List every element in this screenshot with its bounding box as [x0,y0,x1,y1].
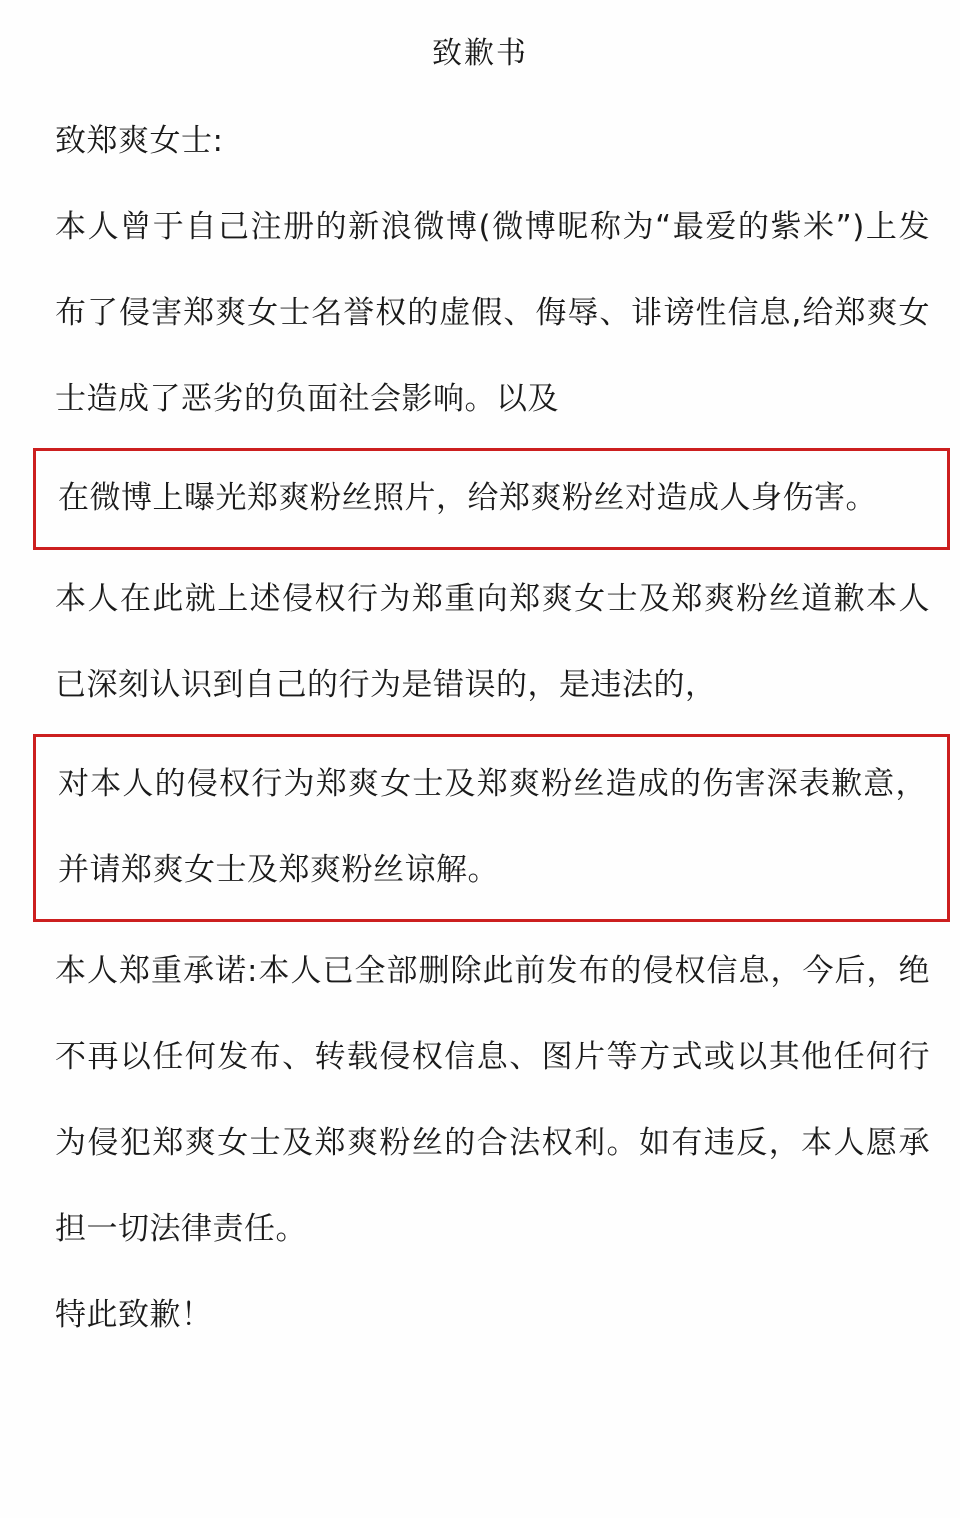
page-title: 致歉书 [432,36,528,71]
paragraph-5: 本人郑重承诺:本人已全部删除此前发布的侵权信息，今后，绝不再以任何发布、转载侵权信息、图片等方式或以其他任何行为侵犯郑爽女士及郑爽粉丝的合法权利。如有违反，本人愿承担一切法律责任。 [55,953,930,1247]
paragraph-6: 特此致歉！ [55,1297,213,1333]
paragraph-1: 本人曾于自己注册的新浪微博(微博昵称为“最爱的紫米”)上发布了侵害郑爽女士名誉权的虚假、侮辱、诽谤性信息,给郑爽女士造成了恶劣的负面社会影响。以及 [55,209,930,417]
highlight-box-2 [33,734,950,922]
paragraph-4: 对本人的侵权行为郑爽女士及郑爽粉丝造成的伤害深表歉意，并请郑爽女士及郑爽粉丝谅解。 [58,766,927,888]
salutation-line: 致郑爽女士: [55,123,224,159]
document-body [0,98,960,1358]
highlight-box-1 [33,448,950,550]
paragraph-2: 在微博上曝光郑爽粉丝照片，给郑爽粉丝对造成人身伤害。 [58,480,877,516]
paragraph-3: 本人在此就上述侵权行为郑重向郑爽女士及郑爽粉丝道歉本人已深刻认识到自己的行为是错误的，是违法的， [55,581,930,703]
